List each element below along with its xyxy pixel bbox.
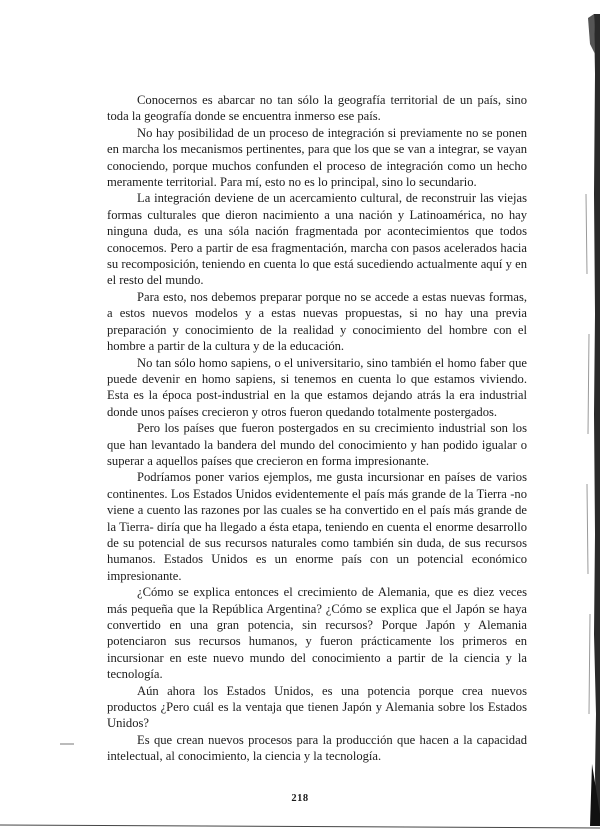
scan-edge-bottom <box>0 822 600 832</box>
paragraph-1: Conocernos es abarcar no tan sólo la geografía territorial de un país, sino toda la geografía donde se encuentra inmerso ese país. <box>107 93 527 124</box>
body-text <box>107 92 527 765</box>
paragraph-5: No tan sólo homo sapiens, o el universitario, sino también el homo faber que puede devenir en homo sapiens, si tenemos en cuenta lo que estamos viviendo. Esta es la época post-industrial en la que estamos dejando atrás la era industrial donde unos países crecieron y otros fueron quedando totalmente postergados. <box>107 355 527 419</box>
scan-mark-left <box>60 742 74 746</box>
paragraph-9: Aún ahora los Estados Unidos, es una potencia porque crea nuevos productos ¿Pero cuál es la ventaja que tienen Japón y Alemania sobre los Estados Unidos? <box>107 683 527 731</box>
paragraph-4: Para esto, nos debemos preparar porque no se accede a estas nuevas formas, a estos nuevos modelos y a estas nuevas propuestas, si no hay una previa preparación y conocimiento de la realidad y conocimiento del hombre con el hombre a partir de la cultura y de la educación. <box>107 289 527 354</box>
paragraph-8: ¿Cómo se explica entonces el crecimiento de Alemania, que es diez veces más pequeña que la República Argentina? ¿Cómo se explica que el Japón se haya convertido en una gran potencia, sin recursos? Porque Japón y Alemania potenciaron sus recursos humanos, y fueron prácticamente los primeros en incursionar en este nuevo mundo del conocimiento a partir de la ciencia y la tecnología. <box>107 585 527 682</box>
paragraph-2: No hay posibilidad de un proceso de integración si previamente no se ponen en marcha los mecanismos pertinentes, para que los que se van a integrar, se vayan conociendo, porque muchos confunden el proceso de integración como un hecho meramente territorial. Para mí, esto no es lo principal, sino lo secundario. <box>107 125 527 190</box>
scan-edge-right <box>578 14 600 826</box>
page-number: 218 <box>291 793 309 804</box>
paragraph-6: Pero los países que fueron postergados en su crecimiento industrial son los que han levantado la bandera del mundo del conocimiento y han podido igualar o superar a aquellos países que crecieron en forma impresionante. <box>107 421 527 468</box>
paragraph-3: La integración deviene de un acercamiento cultural, de reconstruir las viejas formas culturales que dieron nacimiento a una nación y Latinoamérica, no hay ninguna duda, es una sóla nación fragmentada por acontecimientos que todos conocemos. Pero a partir de esa fragmentación, marcha con pasos acelerados hacia su recomposición, teniendo en cuenta lo que está sucediendo actualmente aquí y en el resto del mundo. <box>107 191 527 288</box>
paragraph-7: Podríamos poner varios ejemplos, me gusta incursionar en países de varios continentes. Los Estados Unidos evidentemente el país más grande de la Tierra -no viene a cuento las razones por las cuales se ha convertido en el país más grande de la Tierra- diría que ha llegado a ésta etapa, teniendo en cuenta el enorme desarrollo de su potencial de sus recursos naturales como también sin duda, de sus recursos humanos. Estados Unidos es un enorme país con un potencial económico impresionante. <box>107 470 527 583</box>
paragraph-10: Es que crean nuevos procesos para la producción que hacen a la capacidad intelectual, al conocimiento, la ciencia y la tecnología. <box>107 732 527 764</box>
